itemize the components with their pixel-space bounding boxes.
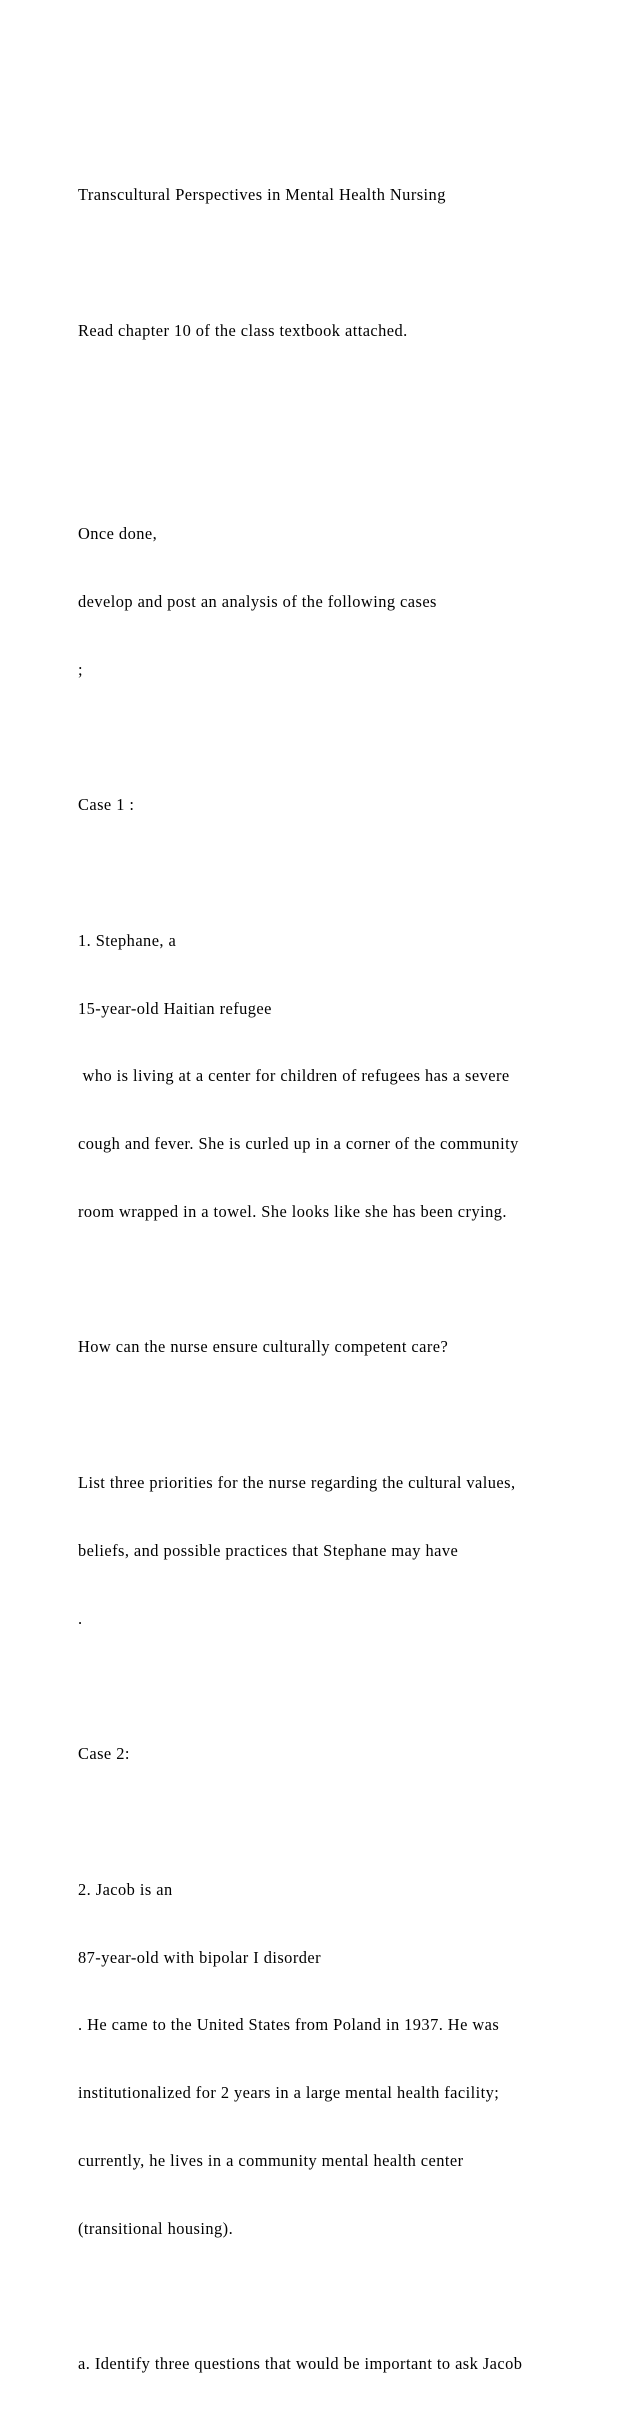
- text-line: Once done,: [78, 524, 158, 544]
- text-line: institutionalized for 2 years in a large mental health facility;: [78, 2083, 500, 2103]
- document-title: Transcultural Perspectives in Mental Health Nursing: [78, 185, 446, 205]
- text-line: 87-year-old with bipolar I disorder: [78, 1947, 322, 1967]
- text-line: 15-year-old Haitian refugee: [78, 998, 272, 1018]
- blank-line: [78, 726, 618, 749]
- question-line: How can the nurse ensure culturally competent care?: [78, 1337, 449, 1357]
- reading-instruction: Read chapter 10 of the class textbook attached.: [78, 320, 408, 340]
- text-line: develop and post an analysis of the following cases: [78, 591, 437, 611]
- blank-line: [78, 252, 618, 275]
- blank-line: [78, 1269, 618, 1292]
- blank-line: [78, 455, 618, 478]
- text-line: .: [78, 1608, 83, 1628]
- text-line: 1. Stephane, a: [78, 930, 177, 950]
- text-line: (transitional housing).: [78, 2218, 234, 2238]
- blank-line: [78, 1811, 618, 1834]
- blank-line: [78, 1675, 618, 1698]
- text-line: who is living at a center for children of refugees has a severe: [78, 1066, 510, 1086]
- text-line: cough and fever. She is curled up in a corner of the community: [78, 1134, 519, 1154]
- text-line: room wrapped in a towel. She looks like she has been crying.: [78, 1201, 507, 1221]
- blank-line: [78, 388, 618, 411]
- case-1-heading: Case 1 :: [78, 795, 135, 815]
- document-body: [78, 139, 618, 2421]
- question-line: a. Identify three questions that would be important to ask Jacob: [78, 2354, 523, 2374]
- text-line: currently, he lives in a community mental health center: [78, 2150, 464, 2170]
- blank-line: [78, 2285, 618, 2308]
- case-2-heading: Case 2:: [78, 1744, 130, 1764]
- text-line: List three priorities for the nurse regarding the cultural values,: [78, 1473, 516, 1493]
- text-line: beliefs, and possible practices that Stephane may have: [78, 1540, 459, 1560]
- text-line: ;: [78, 659, 84, 679]
- text-line: 2. Jacob is an: [78, 1879, 173, 1899]
- blank-line: [78, 862, 618, 885]
- text-line: . He came to the United States from Poland in 1937. He was: [78, 2015, 500, 2035]
- blank-line: [78, 1404, 618, 1427]
